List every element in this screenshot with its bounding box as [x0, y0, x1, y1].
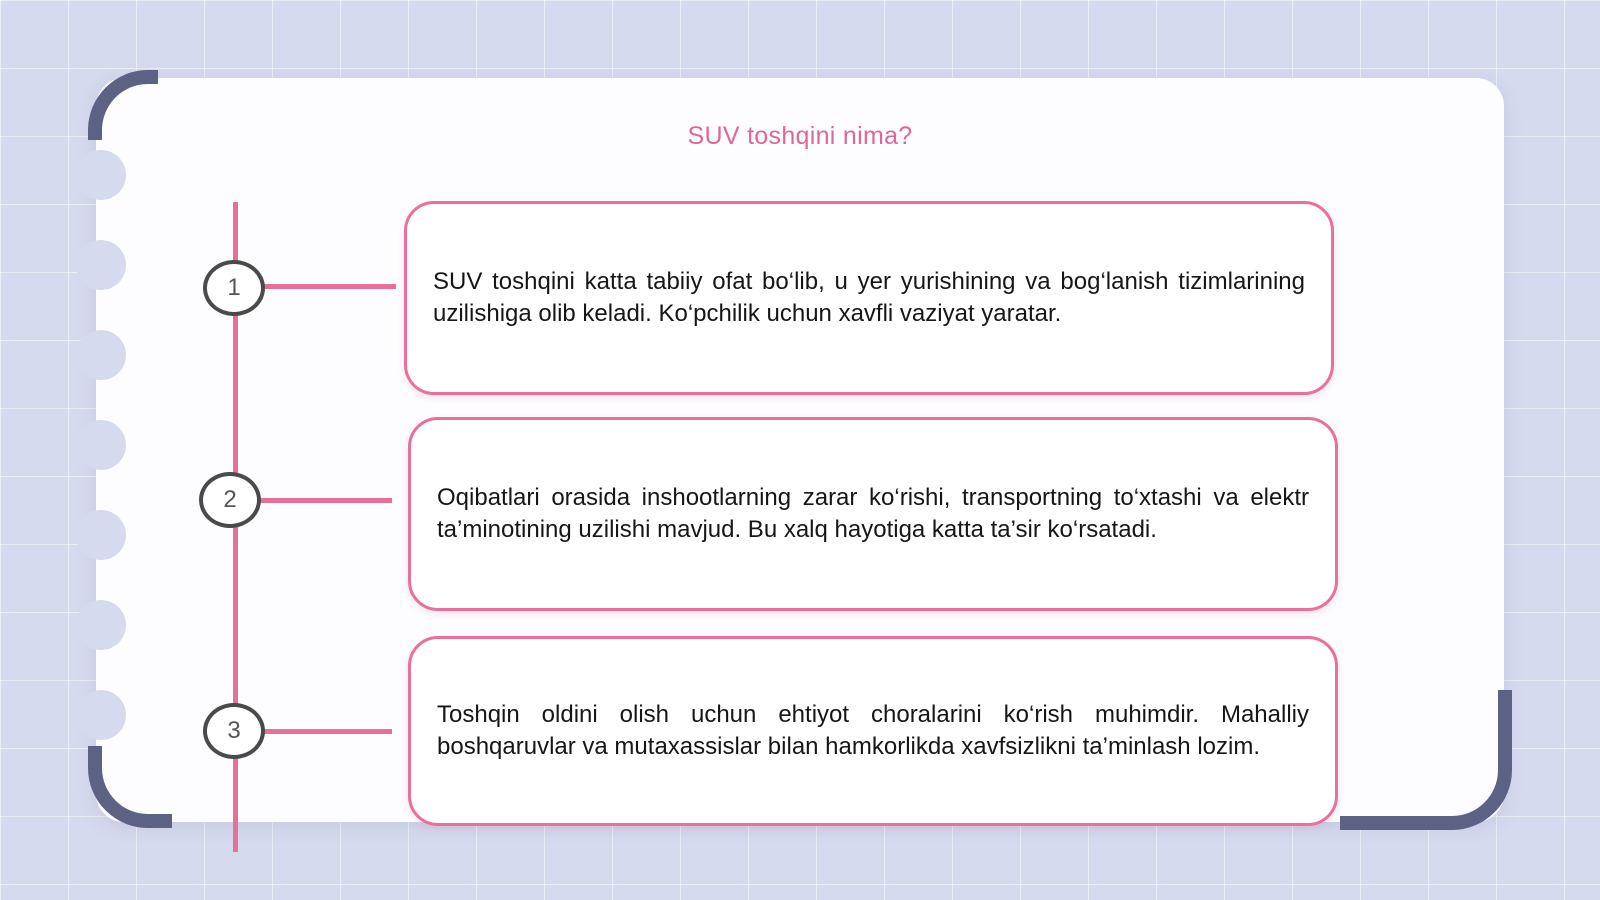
info-text: Oqibatlari orasida inshootlarning zarar ko‘rishi, transportning to‘xtashi va elektr ta’minotining uzilishi mavjud. Bu xalq hayotiga katta ta’sir ko‘rsatadi. — [437, 484, 1309, 543]
card-edge-notch — [76, 420, 126, 470]
timeline-connector — [264, 729, 392, 734]
corner-bracket-bottom-left — [88, 746, 172, 828]
card-edge-notch — [76, 240, 126, 290]
timeline-node: 1 — [203, 260, 265, 316]
timeline-node: 3 — [203, 703, 265, 759]
timeline-connector — [260, 498, 392, 503]
card-edge-notch — [76, 600, 126, 650]
timeline-connector — [264, 284, 396, 289]
slide-title: SUV toshqini nima? — [687, 122, 913, 150]
info-box — [404, 201, 1334, 395]
info-text: Toshqin oldini olish uchun ehtiyot choralarini ko‘rish muhimdir. Mahalliy boshqaruvlar va mutaxassislar bilan hamkorlikda xavfsizlikni ta’minlash lozim. — [437, 701, 1309, 760]
info-text: SUV toshqini katta tabiiy ofat bo‘lib, u yer yurishining va bog‘lanish tizimlarining uzilishiga olib keladi. Ko‘pchilik uchun xavfli vaziyat yaratar. — [433, 268, 1305, 327]
info-box — [408, 417, 1338, 611]
corner-bracket-bottom-right — [1340, 690, 1512, 830]
card-edge-notch — [76, 690, 126, 740]
card-edge-notch — [76, 330, 126, 380]
card-edge-notch — [76, 510, 126, 560]
card-edge-notch — [76, 150, 126, 200]
timeline-node: 2 — [199, 472, 261, 528]
info-box — [408, 636, 1338, 826]
